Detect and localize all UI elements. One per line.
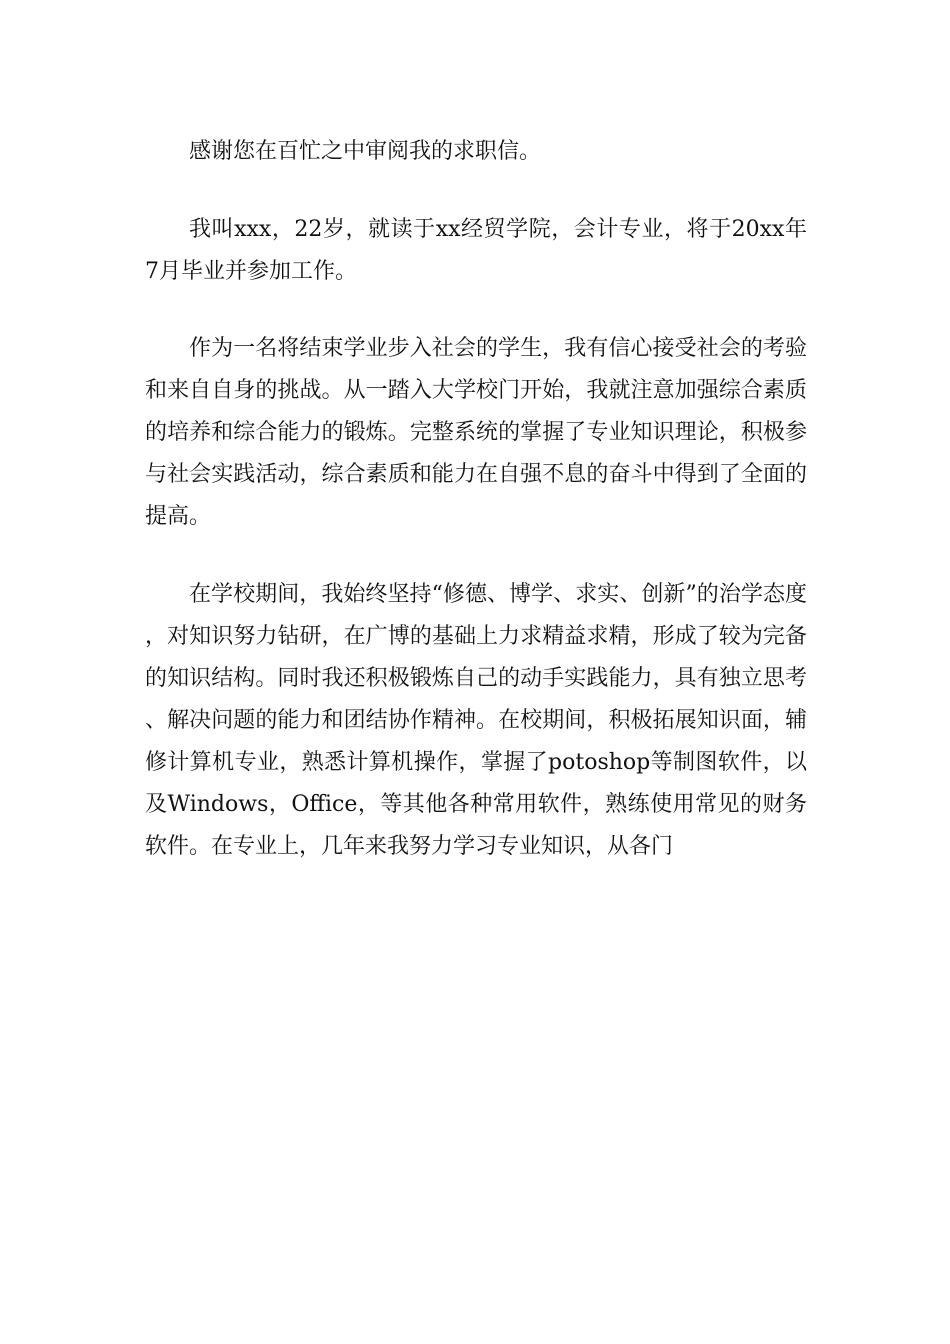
paragraph-greeting: 感谢您在百忙之中审阅我的求职信。 bbox=[189, 139, 542, 164]
paragraph-confidence: 作为一名将结束学业步入社会的学生，我有信心接受社会的考验和来自自身的挑战。从一踏入大学校门开始，我就注意加强综合素质的培养和综合能力的锻炼。完整系统的掌握了专业知识理论，积极参与社会实践活动，综合素质和能力在自强不息的奋斗中得到了全面的提高。 bbox=[145, 336, 807, 529]
paragraph-school-experience: 在学校期间，我始终坚持“修德、博学、求实、创新”的治学态度，对知识努力钻研，在广博的基础上力求精益求精，形成了较为完备的知识结构。同时我还积极锻炼自己的动手实践能力，具有独立思考、解决问题的能力和团结协作精神。在校期间，积极拓展知识面，辅修计算机专业，熟悉计算机操作，掌握了potoshop等制图软件，以及Windows，Office，等其他各种常用软件，熟练使用常见的财务软件。在专业上，几年来我努力学习专业知识，从各门 bbox=[145, 581, 807, 859]
cover-letter-body bbox=[145, 131, 807, 868]
paragraph-introduction: 我叫xxx，22岁，就读于xx经贸学院，会计专业，将于20xx年7月毕业并参加工作。 bbox=[145, 216, 807, 284]
